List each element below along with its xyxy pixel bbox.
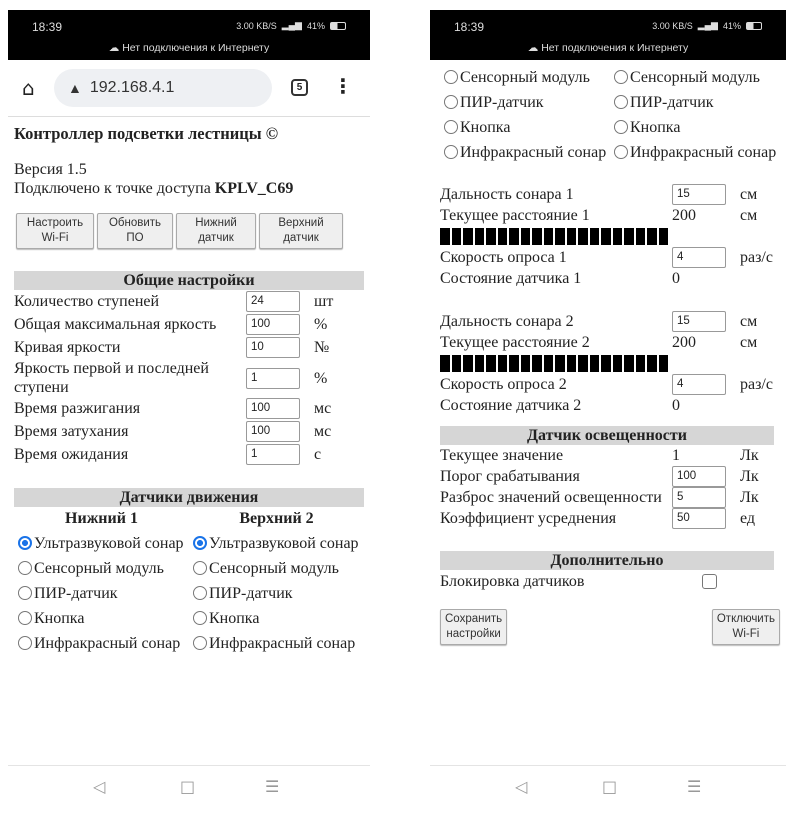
poll-rate-row — [440, 247, 780, 268]
poll-rate-unit: раз/с — [740, 376, 773, 393]
button-label-line1: Настроить — [26, 217, 84, 229]
setting-label: Время затухания — [14, 423, 129, 440]
status-icons — [652, 20, 762, 31]
lower-sensor-option[interactable] — [14, 634, 189, 653]
setting-unit: мс — [314, 400, 332, 417]
poll-rate-input[interactable]: 4 — [672, 247, 726, 268]
distance-bar-segment — [498, 355, 508, 372]
signal-icon: ▂▄▆ — [281, 20, 302, 30]
lux-setting-value: 1 — [672, 447, 680, 464]
net-speed: 3.00 KB/S — [652, 20, 693, 31]
setting-label: Количество ступеней — [14, 293, 160, 310]
radio-icon[interactable] — [193, 611, 207, 625]
distance-bar-segment — [578, 228, 588, 245]
radio-label: Сенсорный модуль — [34, 560, 164, 577]
tabs-button[interactable]: 5 — [291, 79, 308, 96]
radio-icon[interactable] — [18, 536, 32, 550]
button-label-line2: датчик — [198, 232, 234, 244]
battery-icon — [746, 22, 762, 30]
setting-input[interactable]: 1 — [246, 444, 300, 465]
distance-bar-segment — [440, 228, 450, 245]
sensor-state-label: Состояние датчика 2 — [440, 397, 582, 414]
lower-sensor-option[interactable] — [14, 584, 189, 603]
version-text: Версия 1.5 — [14, 161, 87, 178]
radio-label: ПИР-датчик — [209, 585, 293, 602]
upper-sensor-option[interactable] — [610, 93, 780, 112]
upper-sensor-option[interactable] — [189, 634, 364, 653]
radio-label: Сенсорный модуль — [209, 560, 339, 577]
page-title: Контроллер подсветки лестницы © — [14, 124, 279, 143]
setting-label: Кривая яркости — [14, 339, 121, 356]
save-label-2: настройки — [446, 628, 501, 640]
radio-label: ПИР-датчик — [460, 94, 544, 111]
distance-bar-segment — [567, 355, 577, 372]
radio-label: Кнопка — [209, 610, 260, 627]
setting-input[interactable]: 100 — [246, 314, 300, 335]
setting-row — [14, 290, 364, 313]
setting-unit: % — [314, 316, 328, 333]
sensor-lock-row — [440, 570, 780, 593]
lux-setting-label: Разброс значений освещенности — [440, 489, 662, 506]
radio-icon[interactable] — [614, 95, 628, 109]
setting-label: Общая максимальная яркость — [14, 316, 217, 333]
radio-icon[interactable] — [193, 636, 207, 650]
back-icon[interactable]: ◁ — [515, 777, 528, 796]
radio-icon[interactable] — [444, 95, 458, 109]
setting-row — [14, 420, 364, 443]
phone-left — [8, 10, 370, 818]
home-nav-icon[interactable]: □ — [180, 777, 196, 796]
radio-icon[interactable] — [193, 536, 207, 550]
warning-icon[interactable]: ▲ — [68, 80, 82, 96]
address-bar — [8, 60, 370, 117]
distance-bar-segment — [590, 355, 600, 372]
distance-bar-segment — [647, 228, 657, 245]
lower-sensor-option[interactable] — [440, 143, 610, 162]
distance-bar-segment — [509, 355, 519, 372]
upper-sensor-option[interactable] — [610, 118, 780, 137]
distance-bar-segment — [624, 355, 634, 372]
back-icon[interactable]: ◁ — [93, 777, 106, 796]
home-icon[interactable]: ⌂ — [22, 76, 35, 100]
radio-label: Кнопка — [630, 119, 681, 136]
radio-label: Инфракрасный сонар — [630, 144, 777, 161]
distance-bar-segment — [659, 228, 669, 245]
radio-label: Инфракрасный сонар — [460, 144, 607, 161]
distance-bar-segment — [475, 228, 485, 245]
connection-text — [14, 179, 364, 198]
distance-bar-segment — [601, 355, 611, 372]
sonar-2-block — [440, 311, 780, 416]
lux-setting-row — [440, 487, 780, 508]
button-label-line2: датчик — [283, 232, 319, 244]
extra-header: Дополнительно — [440, 551, 774, 570]
radio-label: Сенсорный модуль — [460, 69, 590, 86]
button-label-line2: ПО — [126, 232, 144, 244]
top-buttons — [16, 213, 364, 249]
distance-bar-segment — [452, 355, 462, 372]
lower-sensor-option[interactable] — [440, 118, 610, 137]
radio-icon[interactable] — [18, 611, 32, 625]
setting-unit: шт — [314, 293, 334, 310]
url-text: 192.168.4.1 — [89, 79, 175, 96]
page-content — [440, 68, 780, 649]
sensor-state-row — [440, 268, 780, 289]
poll-rate-input[interactable]: 4 — [672, 374, 726, 395]
lower-sensor-option[interactable] — [14, 559, 189, 578]
radio-icon[interactable] — [614, 120, 628, 134]
lux-setting-label: Текущее значение — [440, 447, 564, 464]
lux-setting-unit: Лк — [740, 468, 759, 485]
upper-sensor-option[interactable] — [189, 609, 364, 628]
distance-bar-segment — [544, 228, 554, 245]
radio-icon[interactable] — [18, 586, 32, 600]
sonar-range-unit: см — [740, 313, 758, 330]
battery-percent: 41% — [722, 20, 741, 31]
sensor-lock-checkbox[interactable] — [702, 574, 717, 589]
save-label-1: Сохранить — [445, 613, 503, 625]
distance-bar-segment — [452, 228, 462, 245]
page-content — [14, 124, 364, 659]
distance-bar-segment — [590, 228, 600, 245]
current-distance-row — [440, 332, 780, 353]
disable-wifi-button[interactable] — [712, 609, 780, 645]
net-speed: 3.00 KB/S — [236, 20, 277, 31]
lux-setting-row — [440, 466, 780, 487]
current-distance-value: 200 — [672, 334, 696, 351]
distance-bar-segment — [578, 355, 588, 372]
no-internet-text: Нет подключения к Интернету — [541, 42, 689, 54]
radio-label: ПИР-датчик — [630, 94, 714, 111]
button-label-line2: Wi-Fi — [41, 232, 69, 244]
distance-bar-segment — [463, 228, 473, 245]
ssid: KPLV_C69 — [214, 180, 294, 197]
setting-unit: мс — [314, 423, 332, 440]
cloud-off-icon: ☁ — [527, 42, 542, 54]
radio-label: Ультразвуковой сонар — [209, 535, 359, 552]
button-label-line1: Нижний — [195, 217, 237, 229]
radio-icon[interactable] — [614, 70, 628, 84]
lux-setting-unit: Лк — [740, 489, 759, 506]
radio-label: ПИР-датчик — [34, 585, 118, 602]
radio-label: Кнопка — [34, 610, 85, 627]
status-bar — [8, 10, 370, 60]
setting-unit: № — [314, 339, 330, 356]
sensor-state-row — [440, 395, 780, 416]
setting-row — [14, 443, 364, 466]
sensor-state-value: 0 — [672, 270, 680, 287]
home-nav-icon[interactable]: □ — [602, 777, 618, 796]
col-header-upper: Верхний 2 — [239, 510, 314, 527]
distance-bar-segment — [440, 355, 450, 372]
radio-icon[interactable] — [18, 636, 32, 650]
distance-bar — [440, 355, 780, 372]
lux-setting-input[interactable]: 5 — [672, 487, 726, 508]
distance-bar-segment — [509, 228, 519, 245]
setting-input[interactable]: 100 — [246, 421, 300, 442]
sonar-range-input[interactable]: 15 — [672, 184, 726, 205]
distance-bar-segment — [613, 228, 623, 245]
current-distance-row — [440, 205, 780, 226]
distance-bar-segment — [567, 228, 577, 245]
lower-sensor-option[interactable] — [14, 609, 189, 628]
radio-icon[interactable] — [193, 561, 207, 575]
more-menu-icon[interactable]: ⋮ — [333, 74, 353, 98]
distance-bar-segment — [475, 355, 485, 372]
wifi-off-label-2: Wi-Fi — [732, 628, 760, 640]
distance-bar-segment — [521, 228, 531, 245]
poll-rate-label: Скорость опроса 2 — [440, 376, 567, 393]
upper-sensor-option[interactable] — [610, 68, 780, 87]
button-label-line1: Обновить — [108, 217, 162, 229]
distance-bar-segment — [521, 355, 531, 372]
top-button-3[interactable] — [259, 213, 343, 249]
sensor-state-value: 0 — [672, 397, 680, 414]
phone-right — [430, 10, 786, 818]
current-distance-label: Текущее расстояние 1 — [440, 207, 590, 224]
general-settings-header: Общие настройки — [14, 271, 364, 290]
connection-prefix: Подключено к точке доступа — [14, 180, 215, 197]
sensor-state-label: Состояние датчика 1 — [440, 270, 582, 287]
sonar-1-block — [440, 184, 780, 289]
button-label-line1: Верхний — [278, 217, 324, 229]
setting-label: Яркость первой и последней ступени — [14, 360, 209, 396]
radio-icon[interactable] — [18, 561, 32, 575]
distance-bar-segment — [636, 355, 646, 372]
distance-bar-segment — [624, 228, 634, 245]
lux-setting-row — [440, 508, 780, 529]
setting-row — [14, 313, 364, 336]
signal-icon: ▂▄▆ — [697, 20, 718, 30]
setting-row — [14, 359, 364, 397]
setting-input[interactable]: 10 — [246, 337, 300, 358]
sonar-range-row — [440, 311, 780, 332]
radio-icon[interactable] — [444, 120, 458, 134]
clock: 18:39 — [32, 20, 63, 34]
lux-setting-unit: ед — [740, 510, 756, 527]
lux-setting-input[interactable]: 50 — [672, 508, 726, 529]
lower-sensor-option[interactable] — [14, 534, 189, 553]
radio-label: Инфракрасный сонар — [209, 635, 356, 652]
setting-input[interactable]: 1 — [246, 368, 300, 389]
url-field[interactable] — [54, 69, 272, 107]
lux-setting-input[interactable]: 100 — [672, 466, 726, 487]
setting-row — [14, 397, 364, 420]
setting-label: Время разжигания — [14, 400, 141, 417]
sonar-range-label: Дальность сонара 1 — [440, 186, 574, 203]
cloud-off-icon: ☁ — [108, 42, 123, 54]
distance-bar-segment — [463, 355, 473, 372]
no-internet-banner — [430, 42, 786, 54]
lux-setting-unit: Лк — [740, 447, 759, 464]
distance-bar-segment — [486, 355, 496, 372]
sonar-range-input[interactable]: 15 — [672, 311, 726, 332]
distance-bar-segment — [636, 228, 646, 245]
distance-bar-segment — [555, 228, 565, 245]
distance-bar-segment — [544, 355, 554, 372]
distance-bar-segment — [532, 355, 542, 372]
no-internet-text: Нет подключения к Интернету — [122, 42, 270, 54]
android-nav-bar — [8, 765, 370, 818]
recents-icon[interactable]: ☰ — [687, 777, 702, 796]
poll-rate-unit: раз/с — [740, 249, 773, 266]
sonar-range-label: Дальность сонара 2 — [440, 313, 574, 330]
lower-sensor-option[interactable] — [440, 93, 610, 112]
distance-bar-segment — [659, 355, 669, 372]
clock: 18:39 — [454, 20, 485, 34]
distance-bar-segment — [532, 228, 542, 245]
upper-sensor-option[interactable] — [189, 534, 364, 553]
light-sensor-header: Датчик освещенности — [440, 426, 774, 445]
general-settings — [14, 290, 364, 466]
lux-setting-label: Порог срабатывания — [440, 468, 580, 485]
wifi-off-label-1: Отключить — [716, 613, 775, 625]
top-button-1[interactable] — [97, 213, 173, 249]
radio-label: Ультразвуковой сонар — [34, 535, 184, 552]
distance-bar-segment — [601, 228, 611, 245]
recents-icon[interactable]: ☰ — [265, 777, 280, 796]
current-distance-label: Текущее расстояние 2 — [440, 334, 590, 351]
upper-sensor-option[interactable] — [189, 584, 364, 603]
radio-icon[interactable] — [614, 145, 628, 159]
no-internet-banner — [8, 42, 370, 54]
col-header-lower: Нижний 1 — [65, 510, 138, 527]
distance-bar-segment — [498, 228, 508, 245]
upper-sensor-option[interactable] — [189, 559, 364, 578]
current-distance-value: 200 — [672, 207, 696, 224]
radio-label: Инфракрасный сонар — [34, 635, 181, 652]
status-bar — [430, 10, 786, 60]
radio-icon[interactable] — [193, 586, 207, 600]
sonar-range-row — [440, 184, 780, 205]
setting-row — [14, 336, 364, 359]
poll-rate-row — [440, 374, 780, 395]
lower-sensor-option[interactable] — [440, 68, 610, 87]
top-button-2[interactable] — [176, 213, 256, 249]
battery-percent: 41% — [306, 20, 325, 31]
lux-setting-label: Коэффициент усреднения — [440, 510, 617, 527]
lux-setting-row — [440, 445, 780, 466]
current-distance-unit: см — [740, 334, 758, 351]
distance-bar-segment — [486, 228, 496, 245]
android-nav-bar — [430, 765, 786, 818]
sonar-range-unit: см — [740, 186, 758, 203]
setting-unit: % — [314, 369, 328, 387]
upper-sensor-option[interactable] — [610, 143, 780, 162]
radio-icon[interactable] — [444, 70, 458, 84]
sensor-lock-label: Блокировка датчиков — [440, 573, 585, 590]
current-distance-unit: см — [740, 207, 758, 224]
status-icons — [236, 20, 346, 31]
radio-label: Сенсорный модуль — [630, 69, 760, 86]
setting-label: Время ожидания — [14, 446, 129, 463]
distance-bar-segment — [647, 355, 657, 372]
distance-bar-segment — [613, 355, 623, 372]
setting-input[interactable]: 100 — [246, 398, 300, 419]
radio-label: Кнопка — [460, 119, 511, 136]
setting-input[interactable]: 24 — [246, 291, 300, 312]
poll-rate-label: Скорость опроса 1 — [440, 249, 567, 266]
save-settings-button[interactable] — [440, 609, 507, 645]
distance-bar-segment — [555, 355, 565, 372]
motion-sensors-header: Датчики движения — [14, 488, 364, 507]
battery-icon — [330, 22, 346, 30]
radio-icon[interactable] — [444, 145, 458, 159]
setting-unit: с — [314, 446, 322, 463]
distance-bar — [440, 228, 780, 245]
top-button-0[interactable] — [16, 213, 94, 249]
